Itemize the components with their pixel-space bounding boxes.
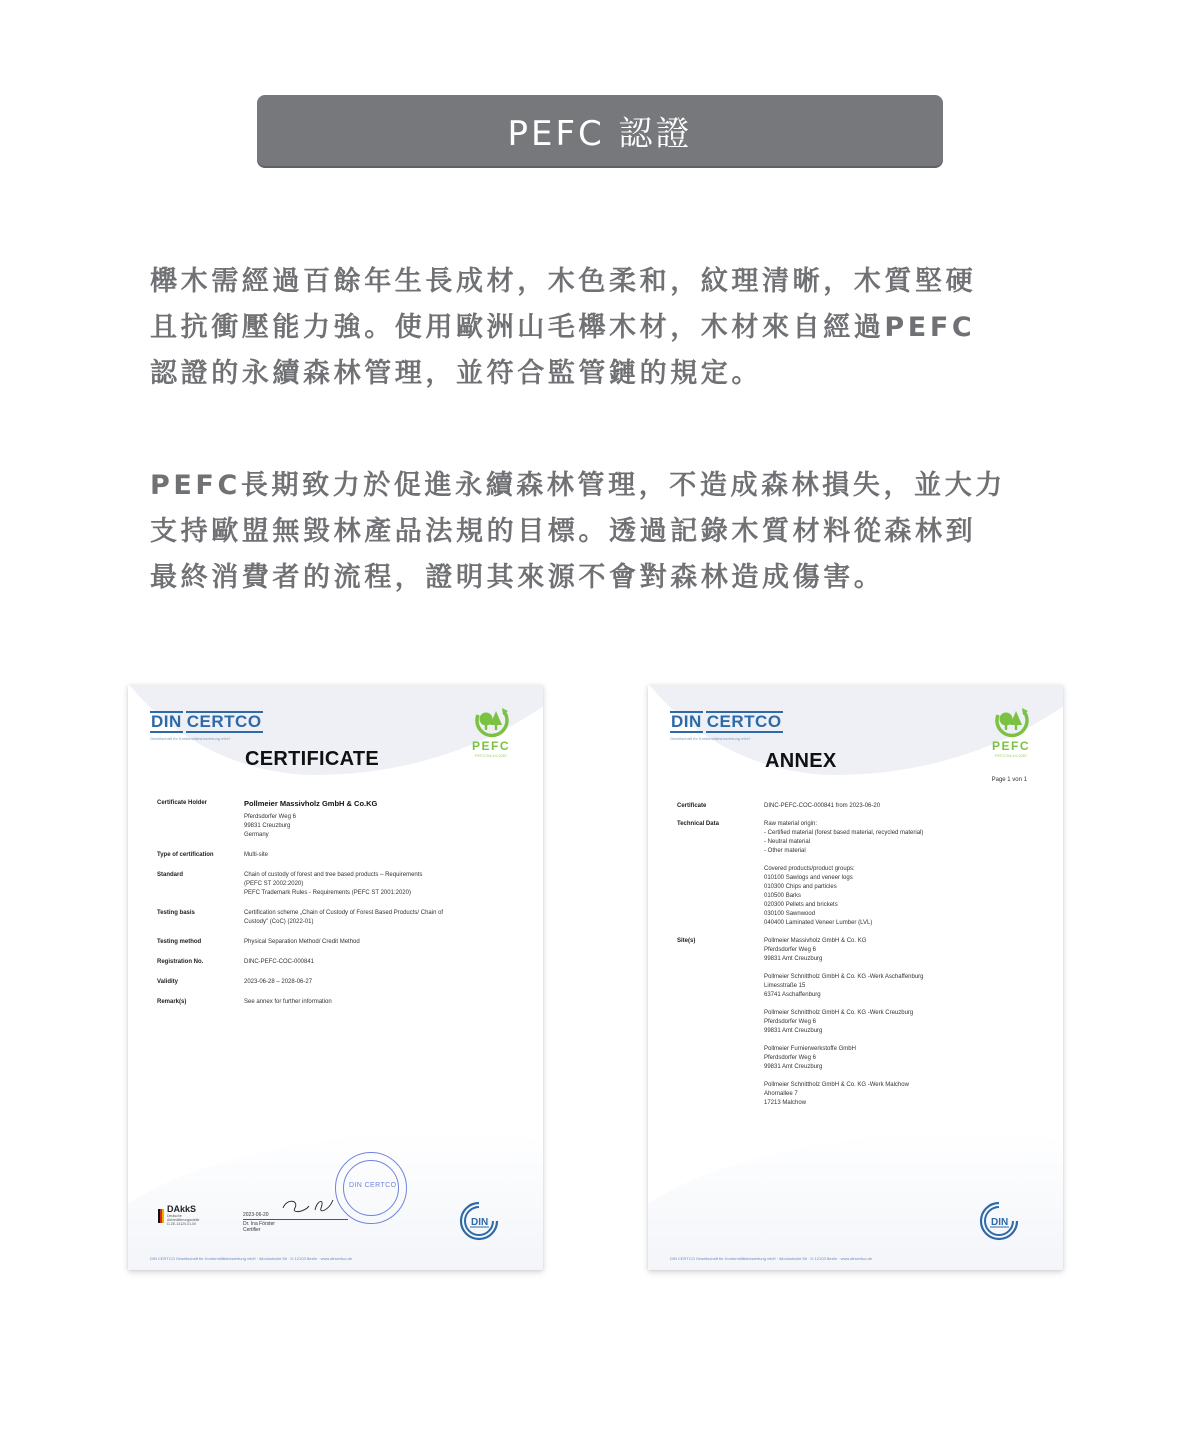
field-testing-basis: [157, 909, 523, 927]
product-group: 010500 Barks: [764, 893, 802, 899]
site-name: Pollmeier Schnittholz GmbH & Co. KG -Werk Creuzburg: [764, 1010, 914, 1016]
field-value: See annex for further information: [244, 999, 332, 1005]
field-value: - Other material: [764, 848, 806, 854]
logo-din-text: DIN: [671, 712, 702, 731]
signer-name: Dr. Ina Förster: [243, 1221, 275, 1227]
dakks-logo: [158, 1205, 199, 1226]
official-stamp: [335, 1152, 407, 1224]
field-value: Multi-site: [244, 852, 269, 858]
field-value: Custody" (CoC) (2022-01): [244, 919, 314, 925]
dincertco-logo: [670, 711, 783, 741]
certificate-document: [128, 685, 543, 1270]
product-group: 020300 Pellets and brickets: [764, 902, 838, 908]
pefc-subtitle: PEFC/04-44-0087: [994, 753, 1028, 758]
pefc-trees-icon: [992, 705, 1030, 739]
logo-certco-text: CERTCO: [706, 712, 782, 731]
signature-date: 2023-06-20: [243, 1212, 348, 1220]
field-value: PEFC Trademark Rules - Requirements (PEFC ST 2001:2020): [244, 890, 411, 896]
site-street: Pferdsdorfer Weg 6: [764, 947, 816, 953]
field-value: Chain of custody of forest and tree based products – Requirements: [244, 872, 423, 878]
certificate-fields: [157, 799, 523, 1018]
field-technical-data: [677, 820, 1043, 928]
pefc-name: PEFC: [991, 739, 1030, 753]
logo-din-text: DIN: [151, 712, 182, 731]
field-testing-method: [157, 938, 523, 947]
field-sites: [677, 937, 1043, 1108]
signer-role: Certifier: [243, 1227, 261, 1233]
field-label: Certificate: [677, 803, 707, 809]
field-value: DINC-PEFC-COC-000841 from 2023-06-20: [764, 803, 881, 809]
product-group: 040400 Laminated Veneer Lumber (LVL): [764, 920, 873, 926]
field-value: 2023-06-28 – 2028-06-27: [244, 979, 313, 985]
stamp-text: DIN CERTCO: [349, 1182, 397, 1189]
pefc-logo: [463, 705, 519, 758]
page-number: Page 1 von 1: [991, 777, 1027, 783]
field-label: Type of certification: [157, 852, 214, 858]
field-standard: [157, 871, 523, 898]
pefc-paragraph: [150, 463, 1050, 601]
site-city: 17213 Malchow: [764, 1100, 807, 1106]
dakks-name: DAkkS: [167, 1204, 197, 1214]
paragraph-line: 認證的永續森林管理，並符合監管鏈的規定。: [150, 358, 762, 389]
site-city: 99831 Amt Creuzburg: [764, 1028, 823, 1034]
address-line: Pferdsdorfer Weg 6: [244, 814, 296, 820]
dakks-sub: Deutsche: [167, 1214, 182, 1218]
product-group: 010300 Chips and particles: [764, 884, 837, 890]
pefc-trees-icon: [472, 705, 510, 739]
field-value: Physical Separation Method/ Credit Method: [244, 939, 360, 945]
field-label: Registration No.: [157, 959, 204, 965]
section-title-bar: [257, 95, 943, 166]
paragraph-line: 櫸木需經過百餘年生長成材，木色柔和，紋理清晰，木質堅硬: [150, 266, 977, 297]
dakks-sub: Akkreditierungsstelle: [167, 1218, 200, 1222]
annex-fields: [677, 802, 1043, 1117]
certificate-title: CERTIFICATE: [245, 748, 380, 770]
logo-subtitle: Gesellschaft für Konformitätsbewertung mbH: [150, 736, 230, 741]
field-label: Site(s): [677, 938, 696, 944]
annex-title: ANNEX: [765, 750, 837, 772]
logo-subtitle: Gesellschaft für Konformitätsbewertung mbH: [670, 736, 750, 741]
field-label: Testing basis: [157, 910, 195, 916]
field-registration: [157, 958, 523, 967]
field-remarks: [157, 998, 523, 1007]
field-holder: [157, 799, 523, 840]
field-value: - Neutral material: [764, 839, 811, 845]
field-validity: [157, 978, 523, 987]
logo-certco-text: CERTCO: [186, 712, 262, 731]
site-name: Pollmeier Schnittholz GmbH & Co. KG -Werk Aschaffenburg: [764, 974, 924, 980]
field-value: Raw material origin:: [764, 821, 818, 827]
section-title: PEFC 認證: [507, 114, 693, 154]
site-city: 99831 Amt Creuzburg: [764, 956, 823, 962]
field-label: Testing method: [157, 939, 202, 945]
svg-text:DIN: DIN: [471, 1217, 489, 1228]
site-street: Pferdsdorfer Weg 6: [764, 1055, 816, 1061]
field-label: Technical Data: [677, 821, 719, 827]
paragraph-line: PEFC長期致力於促進永續森林管理，不造成森林損失，並大力: [150, 470, 1006, 501]
intro-paragraph: [150, 259, 1050, 397]
site-street: Pferdsdorfer Weg 6: [764, 1019, 816, 1025]
product-group: 030100 Sawnwood: [764, 911, 816, 917]
address-line: 99831 Creuzburg: [244, 823, 291, 829]
din-logo-icon: [458, 1200, 500, 1242]
paragraph-line: 最終消費者的流程，證明其來源不會對森林造成傷害。: [150, 562, 885, 593]
german-flag-icon: [158, 1209, 164, 1223]
document-footer: DIN CERTCO Gesellschaft für Konformitätsbewertung mbH · Alboinstraße 56 · D-12103 Berlin · www.dincertco.de: [150, 1256, 353, 1261]
site-name: Pollmeier Furnierwerkstoffe GmbH: [764, 1046, 856, 1052]
field-value: Covered products/product groups:: [764, 866, 855, 872]
paragraph-line: 支持歐盟無毀林產品法規的目標。透過記錄木質材料從森林到: [150, 516, 977, 547]
pefc-logo: [983, 705, 1039, 758]
holder-name: Pollmeier Massivholz GmbH & Co.KG: [244, 799, 378, 808]
pefc-name: PEFC: [471, 739, 510, 753]
field-label: Certificate Holder: [157, 800, 208, 806]
field-label: Remark(s): [157, 999, 187, 1005]
field-type: [157, 851, 523, 860]
field-label: Standard: [157, 872, 184, 878]
field-value: Certification scheme „Chain of Custody of Forest Based Products/ Chain of: [244, 910, 444, 916]
paragraph-line: 且抗衝壓能力強。使用歐洲山毛櫸木材，木材來自經過PEFC: [150, 312, 976, 343]
annex-document: [648, 685, 1063, 1270]
document-footer: DIN CERTCO Gesellschaft für Konformitätsbewertung mbH · Alboinstraße 56 · D-12103 Berlin · www.dincertco.de: [670, 1256, 873, 1261]
pefc-subtitle: PEFC/04-44-0087: [474, 753, 508, 758]
svg-text:DIN: DIN: [991, 1217, 1009, 1228]
address-line: Germany: [244, 832, 269, 838]
site-street: Limesstraße 15: [764, 983, 806, 989]
site-street: Ahornallee 7: [764, 1091, 798, 1097]
field-certificate: [677, 802, 1043, 811]
field-value: (PEFC ST 2002:2020): [244, 881, 304, 887]
site-city: 99831 Amt Creuzburg: [764, 1064, 823, 1070]
din-logo-icon: [978, 1200, 1020, 1242]
dincertco-logo: [150, 711, 263, 741]
site-name: Pollmeier Massivholz GmbH & Co. KG: [764, 938, 867, 944]
site-name: Pollmeier Schnittholz GmbH & Co. KG -Werk Malchow: [764, 1082, 909, 1088]
dakks-sub: D-ZE-13120-01-00: [167, 1222, 197, 1226]
field-value: DINC-PEFC-COC-000841: [244, 959, 315, 965]
product-group: 010100 Sawlogs and veneer logs: [764, 875, 853, 881]
signature-block: [243, 1212, 348, 1233]
field-value: - Certified material (forest based material, recycled material): [764, 830, 924, 836]
field-label: Validity: [157, 979, 179, 985]
site-city: 63741 Aschaffenburg: [764, 992, 821, 998]
